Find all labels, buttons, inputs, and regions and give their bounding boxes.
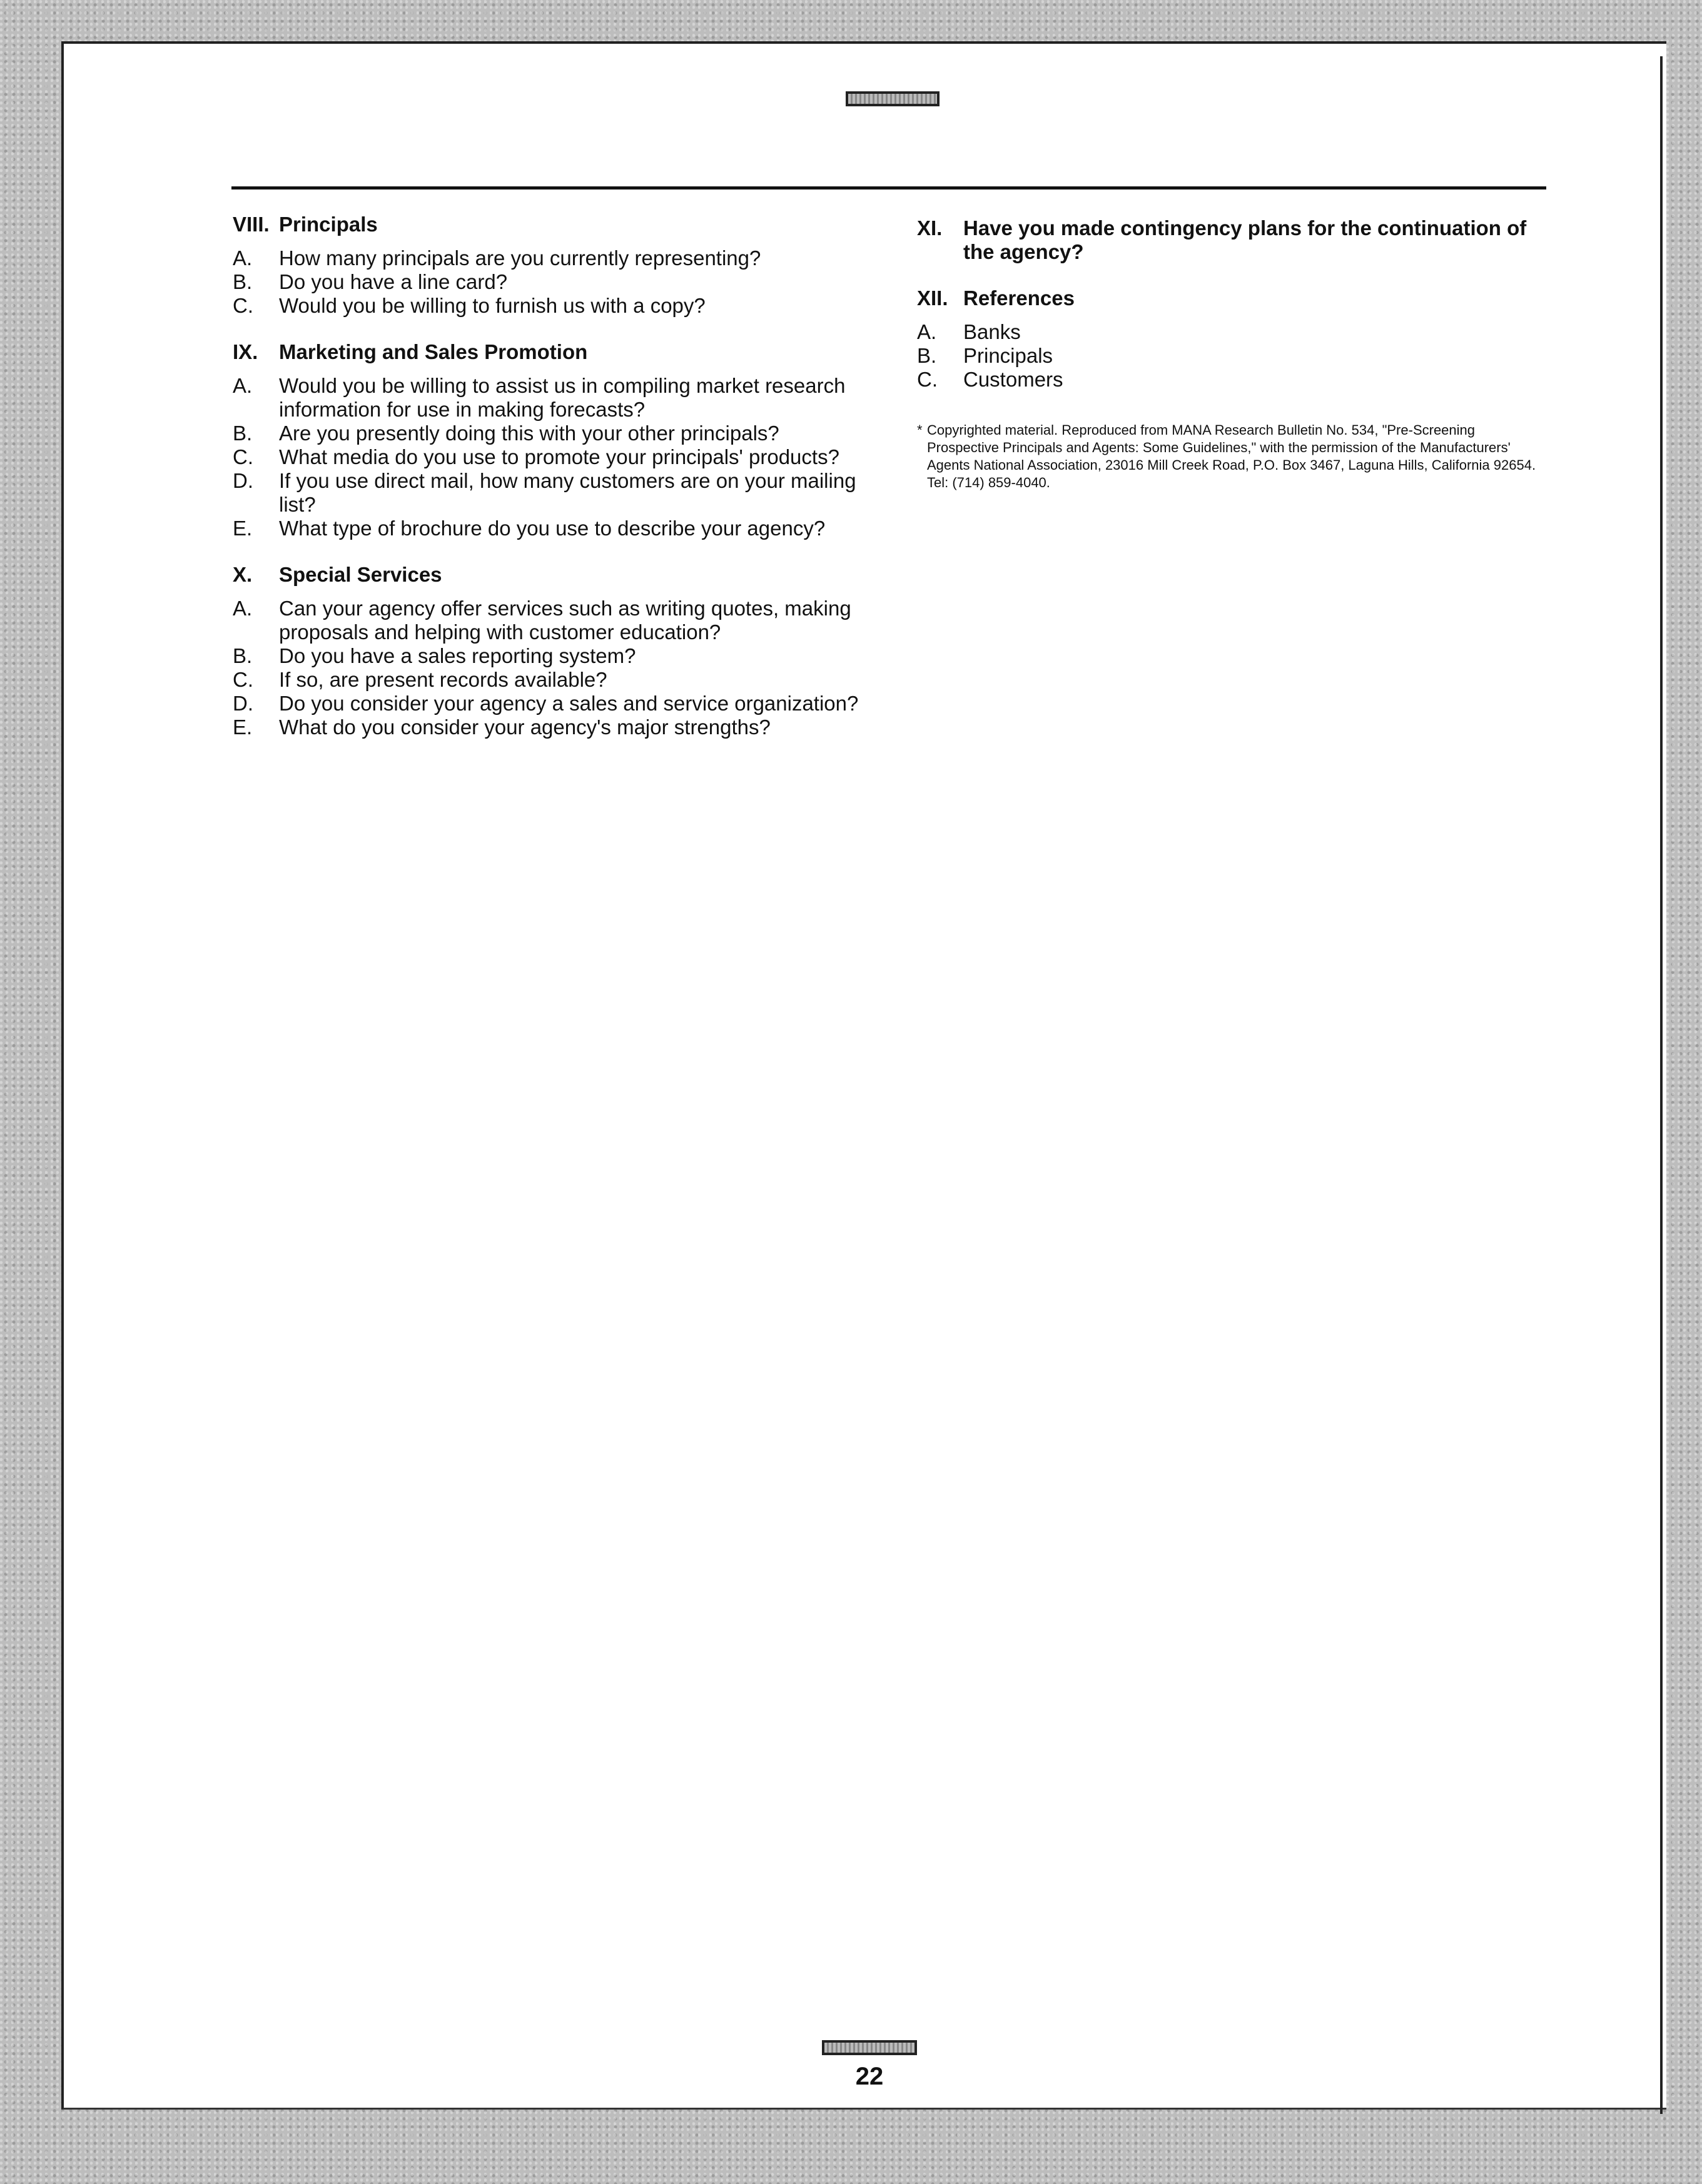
item-text: What do you consider your agency's major strengths? bbox=[279, 715, 771, 739]
item-letter: C. bbox=[233, 294, 253, 317]
section-number: X. bbox=[233, 563, 253, 586]
section-title: Have you made contingency plans for the continuation of the agency? bbox=[963, 216, 1527, 263]
left-column bbox=[233, 213, 877, 762]
item-text: Can your agency offer services such as writing quotes, making proposals and helping with customer education? bbox=[279, 597, 851, 644]
footnote-text: Copyrighted material. Reproduced from MANA Research Bulletin No. 534, "Pre-Screening Prospective Principals and Agents: Some Guidelines," with the permission of the Manufacturers' Agents National Association, 23016 Mill Creek Road, P.O. Box 3467, Laguna Hills, California 92654. Tel: (714) 859-4040. bbox=[927, 422, 1536, 490]
item-letter: C. bbox=[233, 668, 253, 691]
item-text: Do you consider your agency a sales and service organization? bbox=[279, 692, 859, 715]
item-letter: C. bbox=[917, 368, 938, 391]
item-text: If you use direct mail, how many customers are on your mailing list? bbox=[279, 469, 856, 516]
section-heading bbox=[233, 563, 877, 587]
section-heading bbox=[233, 213, 877, 236]
list-item bbox=[233, 422, 877, 445]
item-letter: B. bbox=[233, 644, 253, 667]
section-principals bbox=[233, 213, 877, 318]
list-item bbox=[233, 374, 877, 422]
item-text: If so, are present records available? bbox=[279, 668, 607, 691]
section-heading bbox=[917, 216, 1549, 264]
section-heading bbox=[233, 340, 877, 364]
header-tab-mark bbox=[846, 91, 940, 106]
list-item bbox=[917, 368, 1549, 392]
item-text: Would you be willing to furnish us with a copy? bbox=[279, 294, 706, 317]
section-references bbox=[917, 286, 1549, 392]
copyright-footnote bbox=[917, 422, 1549, 492]
item-letter: C. bbox=[233, 445, 253, 468]
item-letter: A. bbox=[233, 374, 253, 397]
item-letter: A. bbox=[233, 597, 253, 620]
item-letter: D. bbox=[233, 469, 253, 492]
list-item bbox=[233, 597, 877, 644]
item-letter: E. bbox=[233, 715, 253, 739]
section-title: Marketing and Sales Promotion bbox=[279, 340, 588, 363]
item-letter: A. bbox=[233, 246, 253, 270]
header-rule bbox=[231, 186, 1546, 190]
right-column bbox=[917, 216, 1549, 492]
section-heading bbox=[917, 286, 1549, 310]
list-item bbox=[233, 517, 877, 540]
list-item bbox=[233, 644, 877, 668]
item-text: What media do you use to promote your principals' products? bbox=[279, 445, 839, 468]
item-text: Are you presently doing this with your other principals? bbox=[279, 422, 779, 445]
section-number: XII. bbox=[917, 286, 948, 310]
list-item bbox=[233, 270, 877, 294]
item-letter: E. bbox=[233, 517, 253, 540]
list-item bbox=[917, 344, 1549, 368]
item-text: Do you have a line card? bbox=[279, 270, 508, 293]
item-text: What type of brochure do you use to describe your agency? bbox=[279, 517, 826, 540]
section-special-services bbox=[233, 563, 877, 739]
item-letter: A. bbox=[917, 320, 937, 343]
list-item bbox=[233, 692, 877, 715]
item-letter: B. bbox=[233, 270, 253, 293]
section-marketing bbox=[233, 340, 877, 540]
list-item bbox=[917, 320, 1549, 344]
item-letter: D. bbox=[233, 692, 253, 715]
section-title: Special Services bbox=[279, 563, 442, 586]
item-letter: B. bbox=[917, 344, 937, 367]
page-number: 22 bbox=[855, 2063, 884, 2090]
item-text: Do you have a sales reporting system? bbox=[279, 644, 636, 667]
item-text: Banks bbox=[963, 320, 1021, 343]
item-text: How many principals are you currently representing? bbox=[279, 246, 761, 270]
page-right-edge bbox=[1660, 56, 1663, 2114]
section-number: VIII. bbox=[233, 213, 270, 236]
list-item bbox=[233, 668, 877, 692]
item-text: Customers bbox=[963, 368, 1063, 391]
section-contingency bbox=[917, 216, 1549, 264]
list-item bbox=[233, 469, 877, 517]
list-item bbox=[233, 246, 877, 270]
item-letter: B. bbox=[233, 422, 253, 445]
section-title: Principals bbox=[279, 213, 378, 236]
footer-tab-mark bbox=[822, 2040, 917, 2055]
list-item bbox=[233, 445, 877, 469]
item-text: Principals bbox=[963, 344, 1053, 367]
item-text: Would you be willing to assist us in compiling market research information for use in making forecasts? bbox=[279, 374, 846, 421]
section-title: References bbox=[963, 286, 1075, 310]
list-item bbox=[233, 715, 877, 739]
section-number: XI. bbox=[917, 216, 943, 240]
list-item bbox=[233, 294, 877, 318]
section-number: IX. bbox=[233, 340, 258, 363]
footnote-mark: * bbox=[917, 422, 923, 438]
